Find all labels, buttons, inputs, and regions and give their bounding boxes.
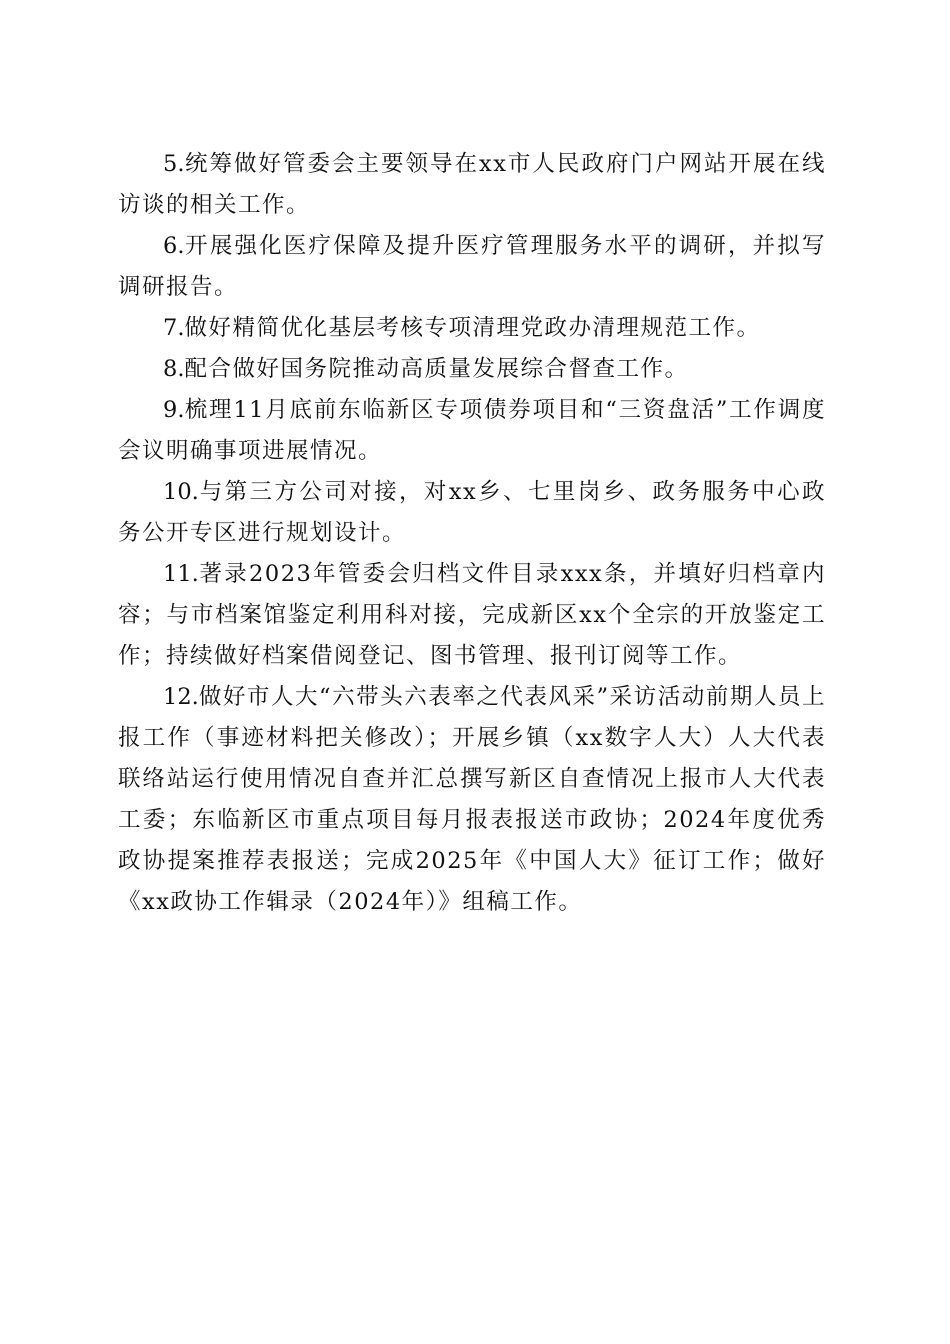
paragraph-text: 与第三方公司对接，对xx乡、七里岗乡、政务服务中心政务公开专区进行规划设计。 (118, 479, 826, 546)
paragraph-number: 11. (163, 561, 199, 587)
paragraph-item-8 (118, 349, 826, 390)
paragraph-number: 5. (163, 151, 185, 177)
paragraph-text: 做好市人大“六带头六表率之代表风采”采访活动前期人员上报工作（事迹材料把关修改）；开展乡镇（xx数字人大）人大代表联络站运行使用情况自查并汇总撰写新区自查情况上报市人大代表工委；东临新区市重点项目每月报表报送市政协；2024年度优秀政协提案推荐表报送；完成2025年《中国人大》征订工作；做好《xx政协工作辑录（2024年）》组稿工作。 (118, 684, 826, 915)
paragraph-item-9 (118, 390, 826, 472)
paragraph-text: 统筹做好管委会主要领导在xx市人民政府门户网站开展在线访谈的相关工作。 (118, 151, 826, 218)
paragraph-number: 12. (163, 684, 199, 710)
paragraph-text: 梳理11月底前东临新区专项债券项目和“三资盘活”工作调度会议明确事项进展情况。 (118, 397, 826, 464)
document-body (118, 144, 826, 923)
paragraph-number: 9. (163, 397, 185, 423)
paragraph-text: 配合做好国务院推动高质量发展综合督查工作。 (184, 356, 689, 382)
paragraph-number: 10. (163, 479, 199, 505)
paragraph-item-11 (118, 554, 826, 677)
paragraph-item-5 (118, 144, 826, 226)
paragraph-text: 开展强化医疗保障及提升医疗管理服务水平的调研，并拟写调研报告。 (118, 233, 826, 300)
paragraph-item-6 (118, 226, 826, 308)
paragraph-number: 8. (163, 356, 185, 382)
paragraph-text: 著录2023年管委会归档文件目录xxx条，并填好归档章内容；与市档案馆鉴定利用科对接，完成新区xx个全宗的开放鉴定工作；持续做好档案借阅登记、图书管理、报刊订阅等工作。 (118, 561, 826, 669)
paragraph-number: 6. (163, 233, 185, 259)
paragraph-item-10 (118, 472, 826, 554)
paragraph-item-12 (118, 677, 826, 923)
paragraph-text: 做好精简优化基层考核专项清理党政办清理规范工作。 (184, 315, 761, 341)
paragraph-item-7 (118, 308, 826, 349)
paragraph-number: 7. (163, 315, 185, 341)
